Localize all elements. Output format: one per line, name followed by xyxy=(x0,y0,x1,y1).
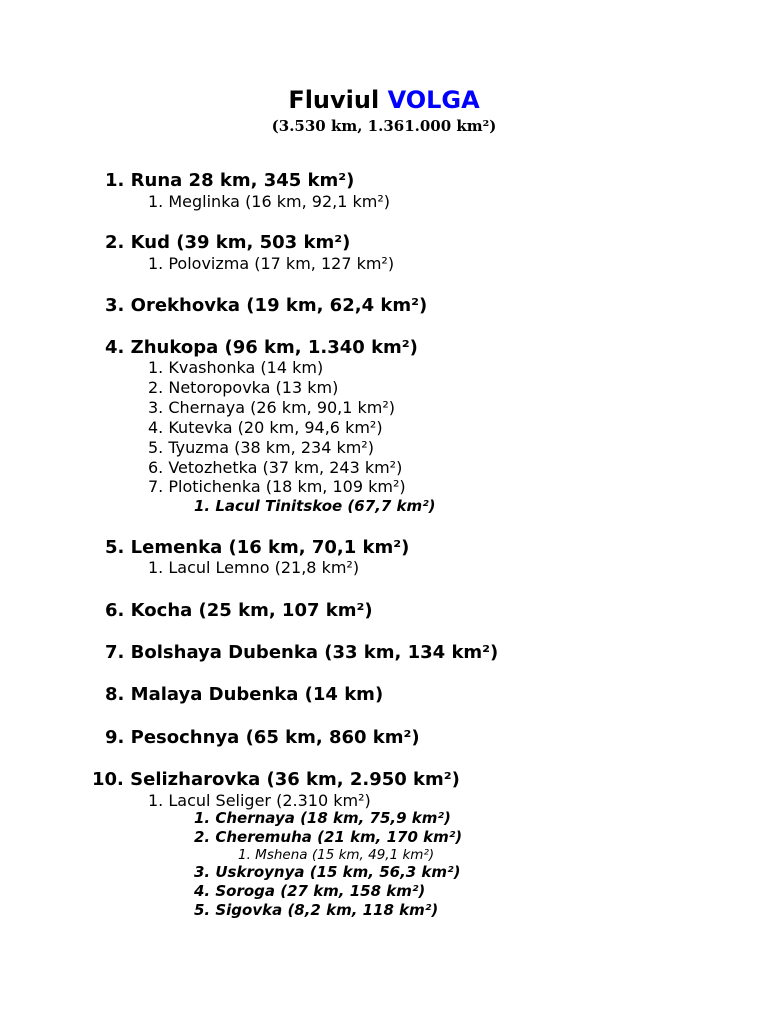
river-number: 10. xyxy=(92,769,124,790)
river-item xyxy=(105,727,420,749)
river-label: Bolshaya Dubenka (33 km, 134 km²) xyxy=(130,642,499,663)
river-number: 2. xyxy=(105,232,125,253)
river-number: 5. xyxy=(105,537,125,558)
river-item xyxy=(105,232,350,254)
page-title xyxy=(0,84,768,116)
lake-item: 4. Soroga (27 km, 158 km²) xyxy=(194,882,426,900)
river-label: Lemenka (16 km, 70,1 km²) xyxy=(130,537,410,558)
river-item xyxy=(105,295,427,317)
river-label: Runa 28 km, 345 km²) xyxy=(130,170,355,191)
tributary-item: 6. Vetozhetka (37 km, 243 km²) xyxy=(148,458,403,477)
tributary-item: 1. Meglinka (16 km, 92,1 km²) xyxy=(148,192,390,211)
lake-item: 5. Sigovka (8,2 km, 118 km²) xyxy=(194,901,439,919)
river-label: Selizharovka (36 km, 2.950 km²) xyxy=(130,769,460,790)
page-subtitle: (3.530 km, 1.361.000 km²) xyxy=(271,117,497,135)
tributary-item: 7. Plotichenka (18 km, 109 km²) xyxy=(148,477,406,496)
tributary-item: 5. Tyuzma (38 km, 234 km²) xyxy=(148,438,374,457)
sub-tributary-item: 1. Mshena (15 km, 49,1 km²) xyxy=(238,847,435,863)
river-item xyxy=(105,337,418,359)
title-main: Fluviul xyxy=(288,86,380,114)
river-item xyxy=(105,170,354,192)
lake-item: 2. Cheremuha (21 km, 170 km²) xyxy=(194,828,463,846)
lake-item: 3. Uskroynya (15 km, 56,3 km²) xyxy=(194,863,461,881)
tributary-item: 4. Kutevka (20 km, 94,6 km²) xyxy=(148,418,383,437)
river-number: 1. xyxy=(105,170,125,191)
river-label: Pesochnya (65 km, 860 km²) xyxy=(130,727,420,748)
river-item xyxy=(105,537,409,559)
tributary-item: 2. Netoropovka (13 km) xyxy=(148,378,339,397)
tributary-item: 1. Kvashonka (14 km) xyxy=(148,358,324,377)
river-label: Orekhovka (19 km, 62,4 km²) xyxy=(130,295,428,316)
river-label: Kud (39 km, 503 km²) xyxy=(130,232,351,253)
river-number: 7. xyxy=(105,642,125,663)
river-item xyxy=(105,600,373,622)
river-number: 6. xyxy=(105,600,125,621)
river-number: 8. xyxy=(105,684,125,705)
tributary-item: 1. Lacul Seliger (2.310 km²) xyxy=(148,791,371,810)
river-number: 9. xyxy=(105,727,125,748)
river-number: 3. xyxy=(105,295,125,316)
river-label: Zhukopa (96 km, 1.340 km²) xyxy=(130,337,418,358)
title-accent: VOLGA xyxy=(387,86,480,114)
tributary-item: 1. Polovizma (17 km, 127 km²) xyxy=(148,254,395,273)
lake-item: 1. Lacul Tinitskoe (67,7 km²) xyxy=(194,497,436,515)
river-number: 4. xyxy=(105,337,125,358)
river-item xyxy=(92,769,460,791)
river-item xyxy=(105,642,498,664)
river-label: Malaya Dubenka (14 km) xyxy=(130,684,384,705)
lake-item: 1. Chernaya (18 km, 75,9 km²) xyxy=(194,809,451,827)
river-item xyxy=(105,684,383,706)
river-label: Kocha (25 km, 107 km²) xyxy=(130,600,373,621)
tributary-item: 3. Chernaya (26 km, 90,1 km²) xyxy=(148,398,396,417)
tributary-item: 1. Lacul Lemno (21,8 km²) xyxy=(148,558,360,577)
